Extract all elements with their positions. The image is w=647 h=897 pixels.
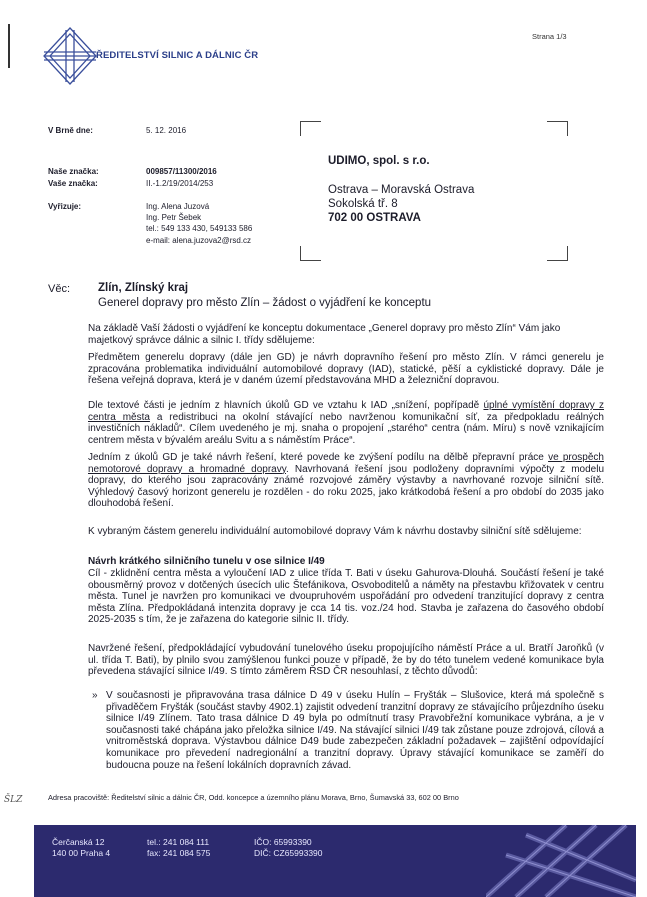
recipient-line: Sokolská tř. 8: [328, 198, 398, 210]
handled-line: Ing. Alena Juzová: [146, 202, 210, 211]
paragraph-disagreement: Navržené řešení, předpokládající vybudování tunelového úseku propojujícího náměstí Práce a ul. Bratří Jaroňků (v ul. třída T. Bati), by plnilo svou zamýšlenou funkci pouze v případě, že by do této tunelem vedené komunikace byla převedena stávající silnice I/49. S tímto záměrem ŘSD ČR nesouhlasí, z těchto důvodů:: [88, 643, 604, 678]
footer-fax: fax: 241 084 575: [147, 848, 211, 858]
handled-line: Ing. Petr Šebek: [146, 213, 202, 222]
paragraph-text: Jedním z úkolů GD je také návrh řešení, které povede ke zvýšení podílu na dělbě přepravní práce: [88, 452, 549, 463]
handled-line: e-mail: alena.juzova2@rsd.cz: [146, 236, 252, 245]
place-date-label: V Brně dne:: [48, 126, 93, 135]
margin-mark: ŠLZ: [4, 795, 23, 805]
footer-tel: tel.: 241 084 111: [147, 837, 210, 847]
recipient-line: 702 00 OSTRAVA: [328, 212, 421, 224]
footer-dic: DIČ: CZ65993390: [254, 848, 323, 858]
handled-line: tel.: 549 133 430, 549133 586: [146, 224, 253, 233]
address-corner: [300, 121, 321, 136]
your-ref-label: Vaše značka:: [48, 179, 98, 188]
margin-line: [8, 24, 10, 68]
paragraph-subject: Předmětem generelu dopravy (dále jen GD) je návrh dopravního řešení pro město Zlín. V rámci generelu je zpracována problematika individuální automobilové dopravy (IAD), statické, pěší a cyklistické dopravy. Dále je řešena veřejná doprava, která je v daném území představována MHD a železniční dopravou.: [88, 352, 604, 387]
intro-text: Na základě Vaší žádosti o vyjádření ke konceptu dokumentace „Generel dopravy pro město Zlín“ Vám jako majetkový správce dálnic a silnic I. třídy sdělujeme:: [88, 323, 561, 346]
bullet-icon: »: [92, 690, 98, 701]
paragraph-goal: [88, 400, 604, 446]
organization-name: ŘEDITELSTVÍ SILNIC A DÁLNIC ČR: [96, 50, 259, 61]
subject-title: Zlín, Zlínský kraj: [98, 282, 189, 294]
footer-city: 140 00 Praha 4: [52, 848, 111, 858]
address-corner: [547, 246, 568, 261]
rsd-logo-icon: [42, 26, 98, 86]
footer-street: Čerčanská 12: [52, 837, 105, 847]
underlined-text: ve prospěch nemotorové dopravy a hromadné dopravy: [88, 452, 604, 475]
subject-label: Věc:: [48, 283, 71, 295]
footer-band: [34, 825, 636, 897]
paragraph-text: a redistribuci na okolní stávající nebo navrženou komunikační síť, za předpokladu reálných investičních nákladů“. Cílem uvedeného je mj. snaha o propojení „starého“ centra (nám. Míru) s nově vznikajícím centrem města v bývalém areálu Svitu a s náměstím Práce“.: [88, 411, 604, 446]
paragraph-text: Dle textové části je jedním z hlavních úkolů GD ve vztahu k IAD „snížení, popřípadě: [88, 400, 484, 411]
paragraph-selected-parts: K vybraným částem generelu individuální automobilové dopravy Vám k návrhu dostavby silniční sítě sdělujeme:: [88, 526, 582, 537]
recipient-line: Ostrava – Moravská Ostrava: [328, 184, 475, 196]
your-ref-value: II.-1.2/19/2014/253: [146, 179, 214, 188]
section-title: Návrh krátkého silničního tunelu v ose silnice I/49: [88, 556, 325, 567]
our-ref-label: Naše značka:: [48, 167, 99, 176]
handled-label: Vyřizuje:: [48, 202, 82, 211]
road-pattern-icon: [486, 825, 636, 897]
place-date-value: 5. 12. 2016: [146, 126, 187, 135]
paragraph-proposal: [88, 452, 604, 510]
paragraph-tunnel: Cíl - zklidnění centra města a vyloučení IAD z ulice třída T. Bati v úseku Gahurova-Dlouhá. Součástí řešení je také obousměrný provoz v dotčených úsecích ulic Štefánikova, Osvoboditelů a náměty na přestavbu křižovatek v centru města. Tunel je navržen pro komunikaci ve dvoupruhovém uspořádání pro odvedení tranzitující dopravy z centra města Zlína. Předpokládaná intenzita dopravy je cca 14 tis. voz./24 hod. Stavba je zařazena do časového období 2025-2035 s tím, že je zařazena do kategorie silnic II. třídy.: [88, 568, 604, 626]
footer-ico: IČO: 65993390: [254, 837, 312, 847]
paragraph-text: . Navrhovaná řešení jsou podloženy dopravními výpočty z modelu dopravy, do kterého jsou zapracovány známé rozvojové záměry výstavby a navrhované rozvoje silniční sítě. Výhledový časový horizont generelu je rozdělen - do roku 2025, jako krátkodobá řešení a pro období do 2035 jako dlouhodobá řešení.: [88, 463, 605, 510]
address-corner: [300, 246, 321, 261]
our-ref-value: 009857/11300/2016: [146, 167, 217, 176]
subject-subtitle: Generel dopravy pro město Zlín – žádost o vyjádření ke konceptu: [98, 297, 432, 309]
work-address: Adresa pracoviště: Ředitelství silnic a dálnic ČR, Odd. koncepce a územního plánu Morava, Brno, Šumavská 33, 602 00 Brno: [48, 793, 459, 802]
underlined-text: úplné vymístění dopravy z centra města: [88, 400, 605, 423]
page-number: Strana 1/3: [532, 32, 567, 41]
address-corner: [547, 121, 568, 136]
paragraph-d49: V současnosti je připravována trasa dálnice D 49 v úseku Hulín – Fryšták – Slušovice, která má společně s přivaděčem Fryšták (součást stavby 4902.1) zajistit odvedení tranzitní dopravy ze stávajícího průjezdního úseku silnice I/49 Zlínem. Tato trasa dálnice D 49 byla po odmítnutí trasy Pravobřežní komunikace vybrána, a je v současnosti také chápána jako přeložka silnice I/49. Na stávající silnici I/49 tak zůstane pouze zdrojová, cílová a vnitroměstská doprava. Výstavbou dálnice D49 bude zabezpečen základní požadavek – zajištění odpovídající komunikace pro převedení nadregionální a tranzitní dopravy. Úpravy stávající komunikace se zaměří do budoucna pouze na řešení lokálních dopravních závad.: [106, 690, 604, 771]
recipient-name: UDIMO, spol. s r.o.: [328, 155, 430, 167]
intro-paragraph: [88, 323, 604, 346]
